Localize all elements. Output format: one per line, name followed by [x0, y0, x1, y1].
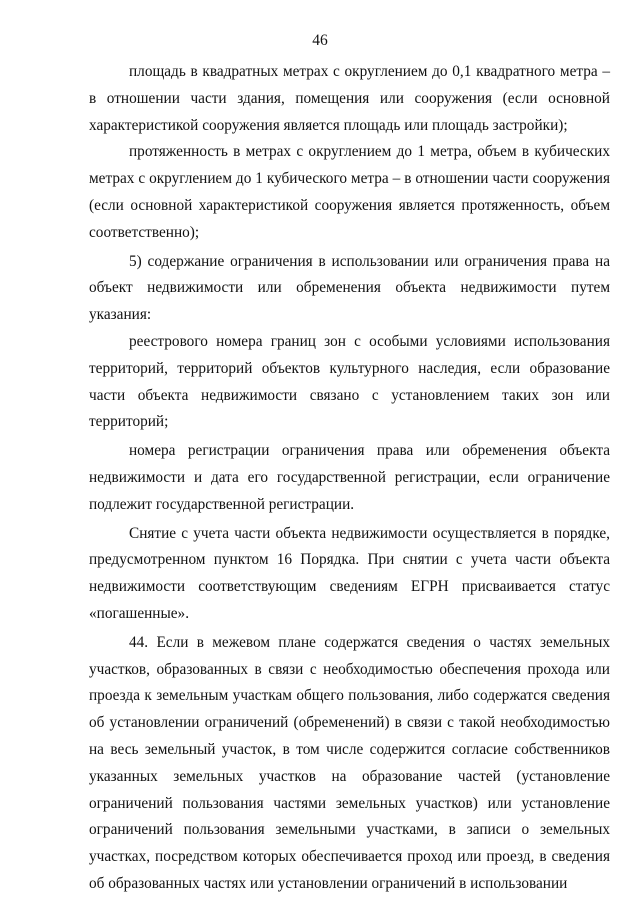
paragraph-restriction-content: 5) содержание ограничения в использовании или ограничения права на объект недвижимости или обременения объекта недвижимости путем указания:	[89, 252, 610, 324]
paragraph-deregistration: Снятие с учета части объекта недвижимости осуществляется в порядке, предусмотренном пунктом 16 Порядка. При снятии с учета части объекта недвижимости соответствующим сведениям ЕГРН присваивается статус «погашенные».	[89, 524, 610, 622]
document-body	[89, 59, 610, 898]
page-number: 46	[312, 32, 328, 49]
paragraph-area-rounding: площадь в квадратных метрах с округлением до 0,1 квадратного метра – в отношении части здания, помещения или сооружения (если основной характеристикой сооружения является площадь или площадь застройки);	[89, 63, 610, 134]
paragraph-length-volume-rounding: протяженность в метрах с округлением до 1 метра, объем в кубических метрах с округлением до 1 кубического метра – в отношении части сооружения (если основной характеристикой сооружения является протяженность, объем соответственно);	[89, 143, 610, 241]
paragraph-item-44: 44. Если в межевом плане содержатся сведения о частях земельных участков, образованных в связи с необходимостью обеспечения прохода или проезда к земельным участкам общего пользования, либо содержатся сведения об установлении ограничений (обременений) в связи с такой необходимостью на весь земельный участок, в том числе содержится согласие собственников указанных земельных участков на образование частей (установление ограничений пользования частями земельных участков) или установление ограничений пользования земельными участками, в записи о земельных участках, посредством которых обеспечивается проход или проезд, в сведения об образованных частях или установлении ограничений в использовании	[89, 633, 610, 892]
paragraph-registry-number: реестрового номера границ зон с особыми условиями использования территорий, территорий объектов культурного наследия, если образование части объекта недвижимости связано с установлением таких зон или территорий;	[89, 332, 610, 431]
paragraph-registration-number: номера регистрации ограничения права или обременения объекта недвижимости и дата его государственной регистрации, если ограничение подлежит государственной регистрации.	[89, 442, 610, 513]
